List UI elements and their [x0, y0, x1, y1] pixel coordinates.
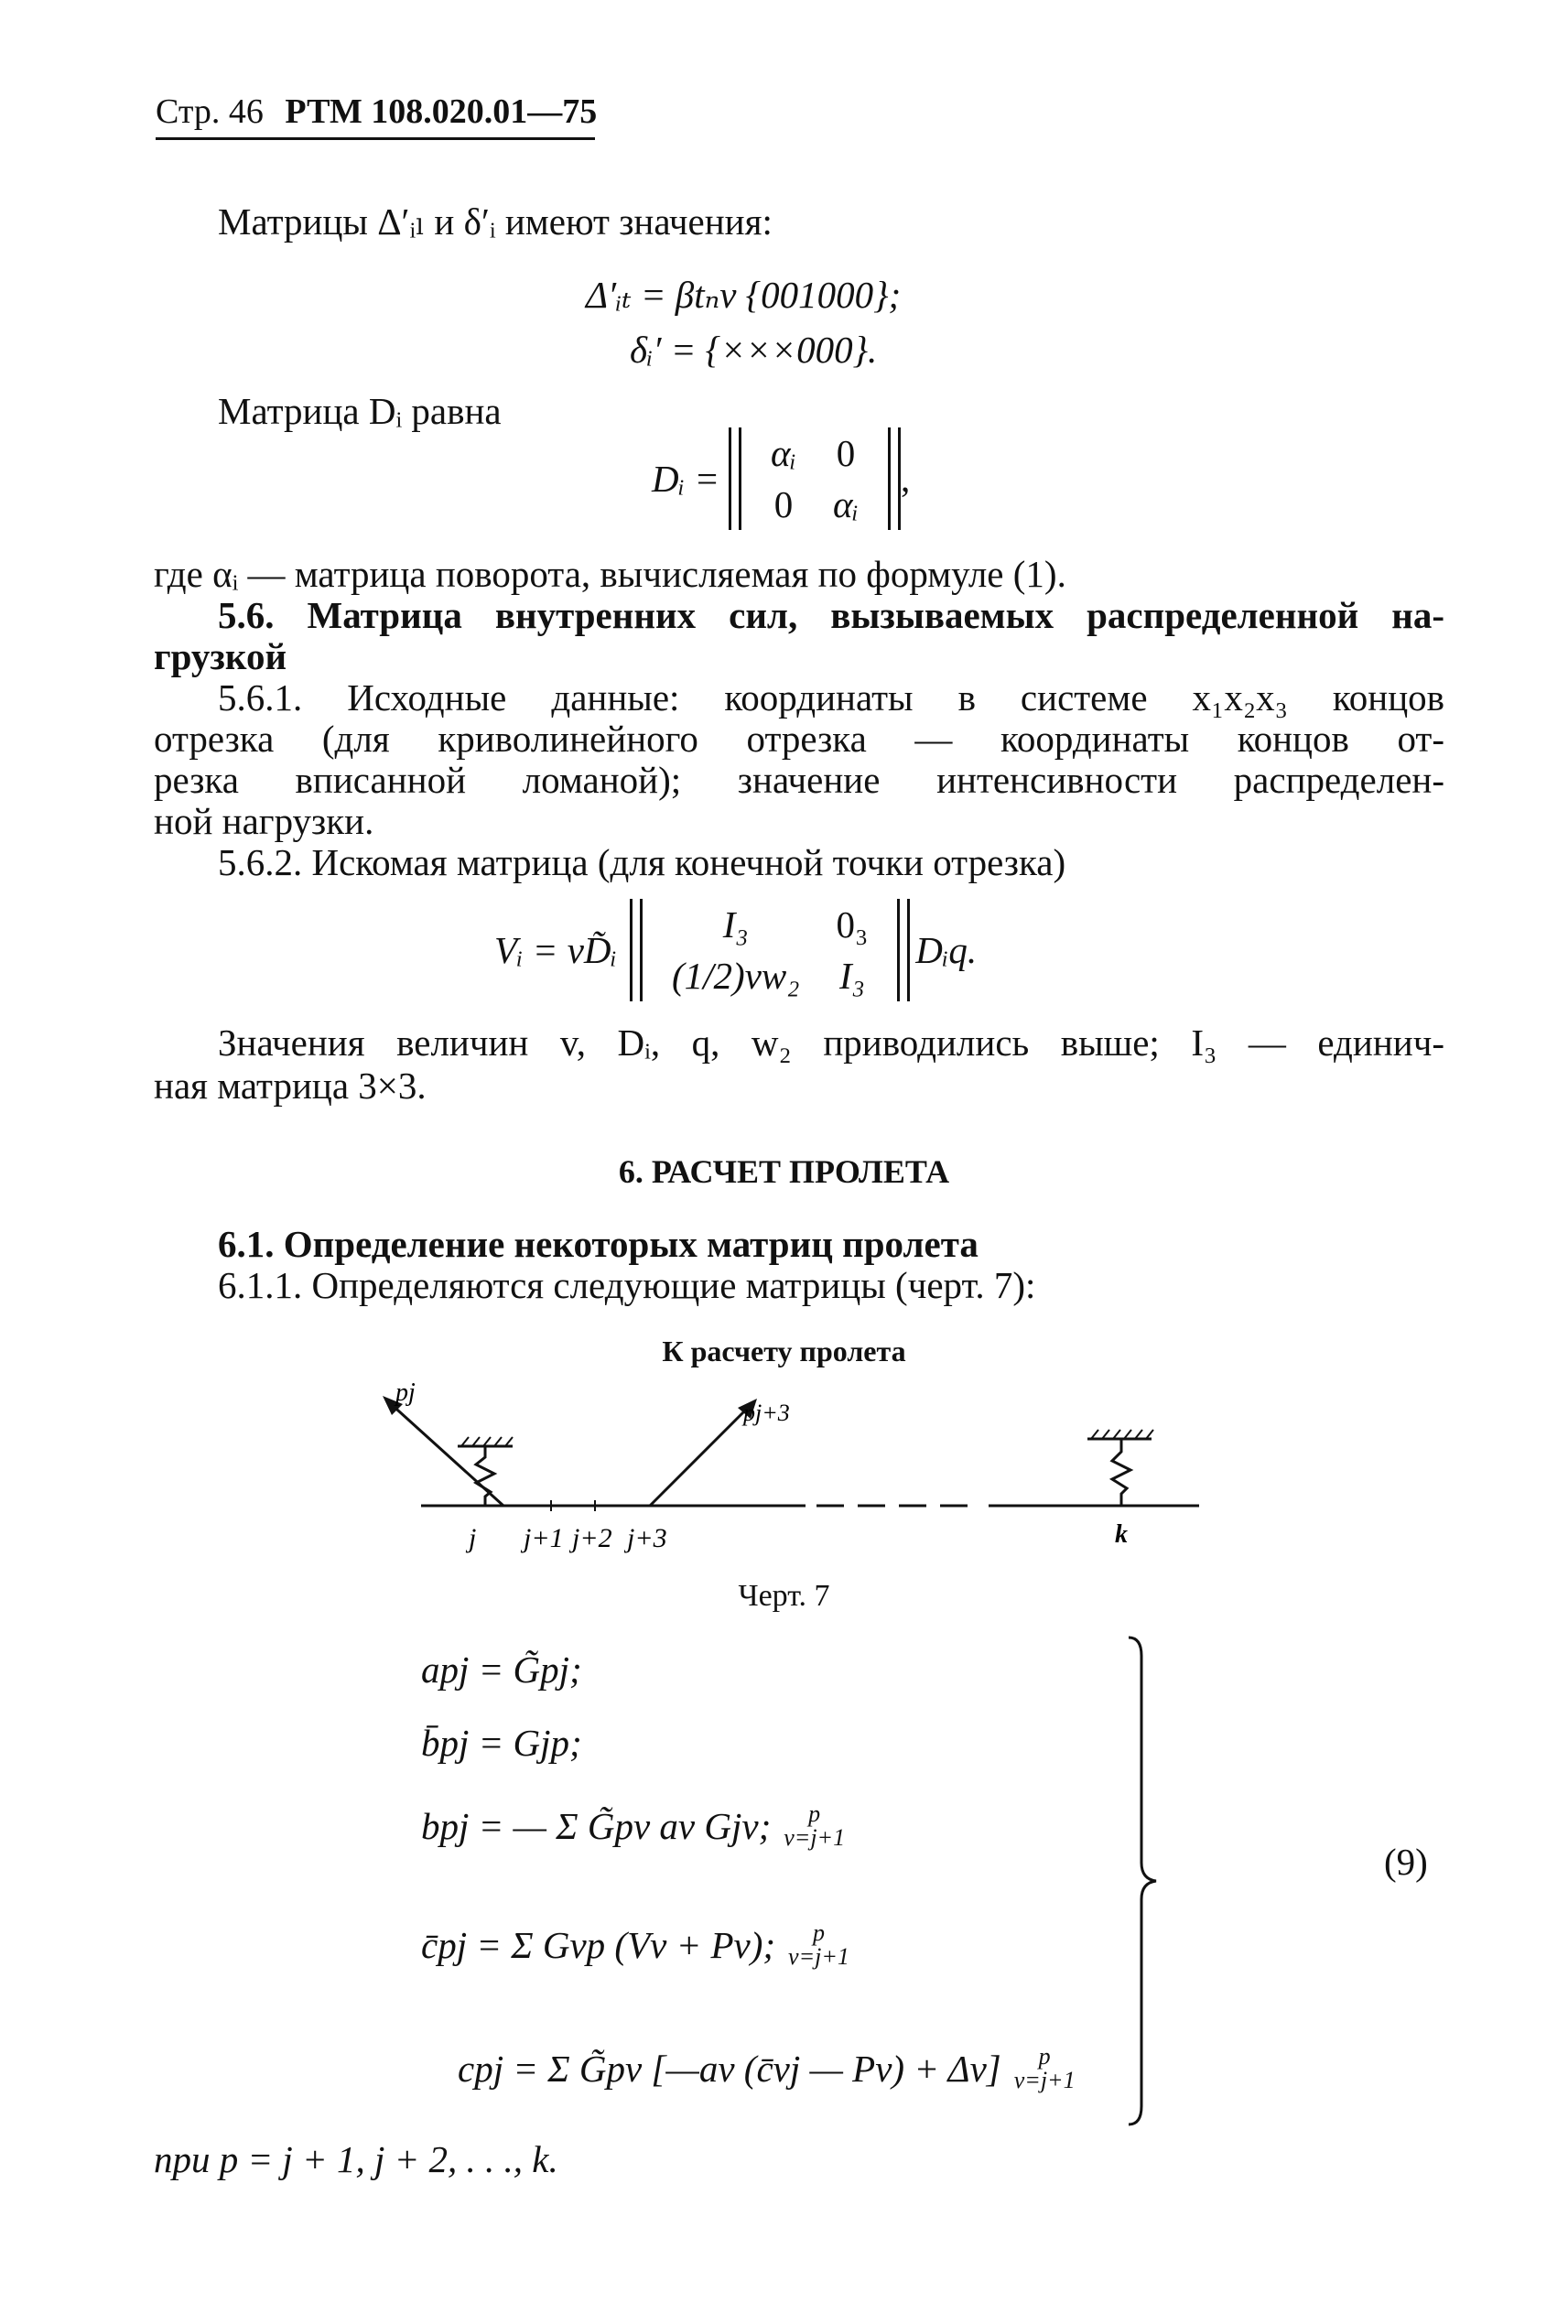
matrix-V-bars [630, 899, 910, 1001]
matrix-D [752, 427, 877, 530]
eq-V-tail: Dᵢq. [915, 928, 978, 971]
support-k-spring [1112, 1439, 1130, 1506]
para-range: при p = j + 1, j + 2, . . ., k. [154, 2138, 558, 2180]
eq9-line-5 [458, 2014, 1076, 2124]
section-5-6-title-line1: 5.6. Матрица внутренних сил, вызываемых распределенной на- [218, 594, 1444, 636]
eq9-line-5-text: cpj = Σ G̃pν [—aν (c̄νj — Pν) + Δν] [458, 2048, 1001, 2090]
figure-caption: Черт. 7 [738, 1579, 830, 1613]
eq9-line-1: apj = G̃pj; [421, 1648, 582, 1691]
eq9-line-4 [421, 1890, 849, 2000]
force-pj3-arrow [650, 1405, 751, 1506]
matrix-V [654, 899, 886, 1001]
matrix-D-bars [729, 427, 901, 530]
eq9-line-2: b̄pj = Gjp; [421, 1722, 582, 1764]
label-node-j: j [469, 1523, 477, 1553]
eq-V-lhs: Vᵢ = vD̃ᵢ [494, 928, 617, 971]
para-where-alpha: где αᵢ — матрица поворота, вычисляемая по формуле (1). [154, 553, 1066, 595]
label-node-k: k [1115, 1520, 1128, 1549]
sum-limits-4 [788, 1921, 849, 1969]
matrix-V-cell: (1/2)vw₂ [672, 954, 800, 997]
para-5-6-2: 5.6.2. Искомая матрица (для конечной точки отрезка) [218, 841, 1066, 883]
para-6-1-1: 6.1.1. Определяются следующие матрицы (черт. 7): [218, 1264, 1036, 1306]
equation-number: (9) [1384, 1841, 1428, 1883]
equations-brace [1121, 1634, 1167, 2128]
label-node-j1: j+1 [524, 1523, 564, 1553]
eq9-line-4-text: c̄pj = Σ Gνp (Vν + Pν); [421, 1924, 776, 1966]
figure-title: К расчету пролета [662, 1335, 906, 1367]
eq9-line-3-text: bpj = — Σ G̃pν aν Gjν; [421, 1805, 772, 1847]
matrix-V-cell: 0₃ [836, 903, 869, 946]
label-node-j2: j+2 [572, 1523, 612, 1553]
para-5-6-1-line2: отрезка (для криволинейного отрезка — координаты концов от- [154, 718, 1444, 760]
sum-lower: ν=j+1 [784, 1824, 846, 1851]
section-5-6-title-line2: грузкой [154, 635, 287, 677]
page-label: Стр. 46 [156, 92, 264, 131]
sum-upper: p [812, 1919, 825, 1946]
para-5-6-1-line4: ной нагрузки. [154, 800, 374, 842]
sum-limits-3 [784, 1802, 845, 1850]
sum-upper: p [1038, 2043, 1051, 2070]
matrix-V-cell: I₃ [838, 954, 865, 997]
sum-limits-5 [1014, 2045, 1076, 2092]
eq-D-tail: , [901, 458, 911, 500]
eq-delta-it: Δ′ᵢₜ = βtₙv {001000}; [586, 274, 902, 316]
span-diagram [348, 1373, 1227, 1584]
sum-lower: ν=j+1 [1013, 2067, 1076, 2093]
eq-D [652, 428, 910, 529]
label-force-pj3: pj+3 [743, 1400, 790, 1426]
doc-code: РТМ 108.020.01—75 [285, 92, 598, 131]
matrix-D-cell: αᵢ [771, 432, 797, 474]
eq-V [494, 892, 977, 1007]
para-matrices-intro: Матрицы Δ′ᵢₗ и δ′ᵢ имеют значения: [218, 200, 773, 243]
matrix-D-cell: 0 [836, 432, 856, 474]
page-header [156, 92, 597, 132]
label-force-pj: pj [395, 1378, 416, 1407]
para-values-line1: Значения величин v, Dᵢ, q, w₂ приводились выше; I₃ — единич- [218, 1021, 1444, 1064]
sum-upper: p [808, 1800, 821, 1827]
para-5-6-1-line3: резка вписанной ломаной); значение интенсивности распределен- [154, 759, 1444, 801]
section-6-1-title: 6.1. Определение некоторых матриц пролета [218, 1223, 979, 1265]
section-6-title: 6. РАСЧЕТ ПРОЛЕТА [618, 1153, 950, 1190]
matrix-D-cell: αᵢ [833, 483, 860, 525]
para-matrix-D: Матрица Dᵢ равна [218, 390, 502, 432]
eq-delta-i: δᵢ′ = {×××000}. [630, 329, 878, 371]
header-rule [156, 137, 595, 140]
sum-lower: ν=j+1 [788, 1943, 849, 1970]
eq-D-lhs: Dᵢ = [652, 458, 720, 500]
matrix-V-cell: I₃ [722, 903, 749, 946]
para-values-line2: ная матрица 3×3. [154, 1065, 427, 1107]
label-node-j3: j+3 [627, 1523, 667, 1553]
eq9-line-3 [421, 1771, 845, 1881]
para-5-6-1-line1: 5.6.1. Исходные данные: координаты в системе x₁x₂x₃ концов [218, 676, 1444, 719]
matrix-D-cell: 0 [773, 483, 794, 525]
